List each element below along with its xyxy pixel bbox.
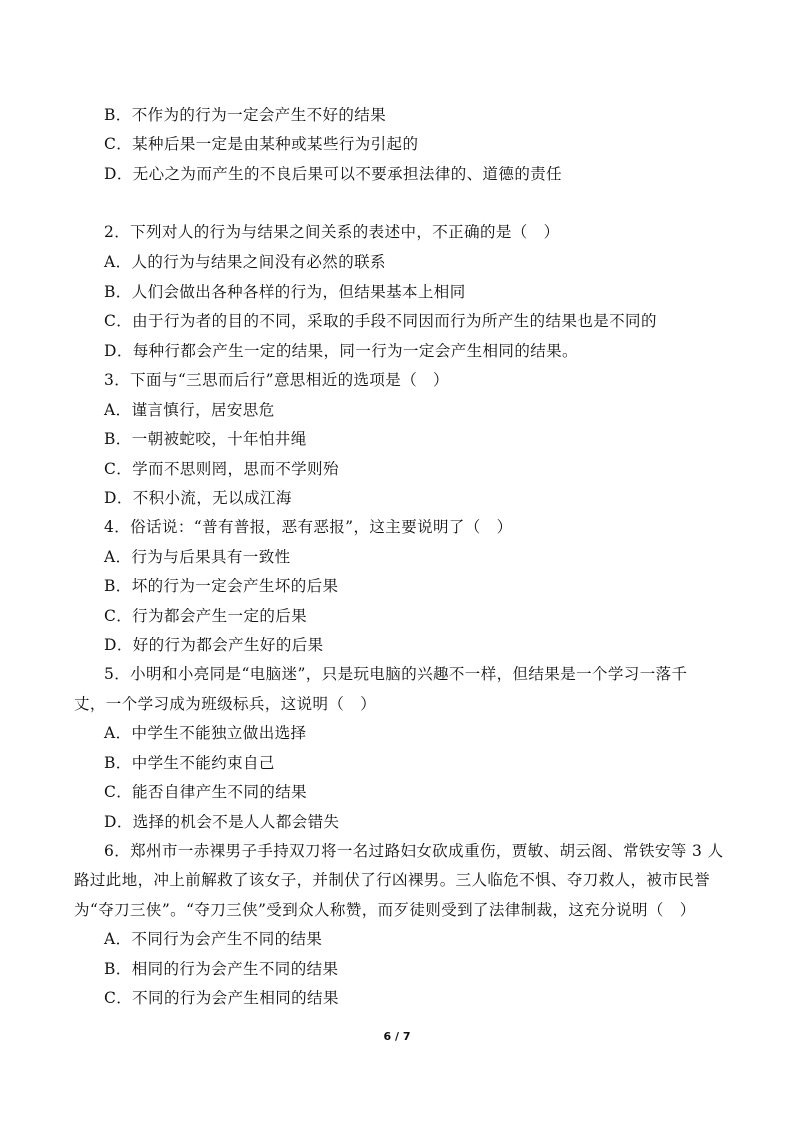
question-6-continued: 为“夺刀三侠”。“夺刀三侠”受到众人称赞，而歹徒则受到了法律制裁，这充分说明（ ） — [74, 901, 696, 919]
option-c: C．不同的行为会产生相同的结果 — [104, 989, 339, 1007]
option-b: B．一朝被蛇咬，十年怕井绳 — [104, 430, 307, 448]
option-a: A．行为与后果具有一致性 — [104, 548, 291, 566]
option-b: B．中学生不能约束自己 — [104, 754, 275, 772]
option-a: A．谨言慎行，居安思危 — [104, 401, 275, 419]
option-b: B．相同的行为会产生不同的结果 — [104, 960, 339, 978]
option-a: A．不同行为会产生不同的结果 — [104, 930, 323, 948]
page-number: 6 / 7 — [383, 1030, 411, 1043]
option-a: A．中学生不能独立做出选择 — [104, 724, 307, 742]
option-b: B．人们会做出各种各样的行为，但结果基本上相同 — [104, 283, 466, 301]
question-6-continued: 路过此地，冲上前解救了该女子，并制伏了行凶裸男。三人临危不惧、夺刀救人，被市民誉 — [74, 871, 711, 889]
option-c: C．由于行为者的目的不同，采取的手段不同因而行为所产生的结果也是不同的 — [104, 312, 657, 330]
question-3: 3．下面与“三思而后行”意思相近的选项是（ ） — [104, 371, 449, 389]
option-c: C．某种后果一定是由某种或某些行为引起的 — [104, 135, 419, 153]
option-d: D．选择的机会不是人人都会错失 — [104, 813, 340, 831]
option-d: D．好的行为都会产生好的后果 — [104, 636, 324, 654]
option-c: C．能否自律产生不同的结果 — [104, 783, 308, 801]
option-c: C．学而不思则罔，思而不学则殆 — [104, 460, 339, 478]
question-5: 5．小明和小亮同是“电脑迷”，只是玩电脑的兴趣不一样，但结果是一个学习一落千 — [104, 665, 688, 683]
option-b: B．坏的行为一定会产生坏的后果 — [104, 577, 339, 595]
option-a: A．人的行为与结果之间没有必然的联系 — [104, 253, 386, 271]
question-4: 4．俗话说：“普有普报，恶有恶报”，这主要说明了（ ） — [104, 518, 513, 536]
option-d: D．每种行都会产生一定的结果，同一行为一定会产生相同的结果。 — [104, 342, 578, 360]
option-b: B．不作为的行为一定会产生不好的结果 — [104, 106, 387, 124]
question-5-continued: 丈，一个学习成为班级标兵，这说明（ ） — [74, 695, 377, 713]
option-d: D．不积小流，无以成江海 — [104, 489, 292, 507]
question-2: 2．下列对人的行为与结果之间关系的表述中，不正确的是（ ） — [104, 223, 560, 241]
question-6: 6．郑州市一赤裸男子手持双刀将一名过路妇女砍成重伤，贾敏、胡云阁、常铁安等 3 人 — [104, 842, 724, 860]
option-c: C．行为都会产生一定的后果 — [104, 607, 308, 625]
option-d: D．无心之为而产生的不良后果可以不要承担法律的、道德的责任 — [104, 165, 563, 183]
